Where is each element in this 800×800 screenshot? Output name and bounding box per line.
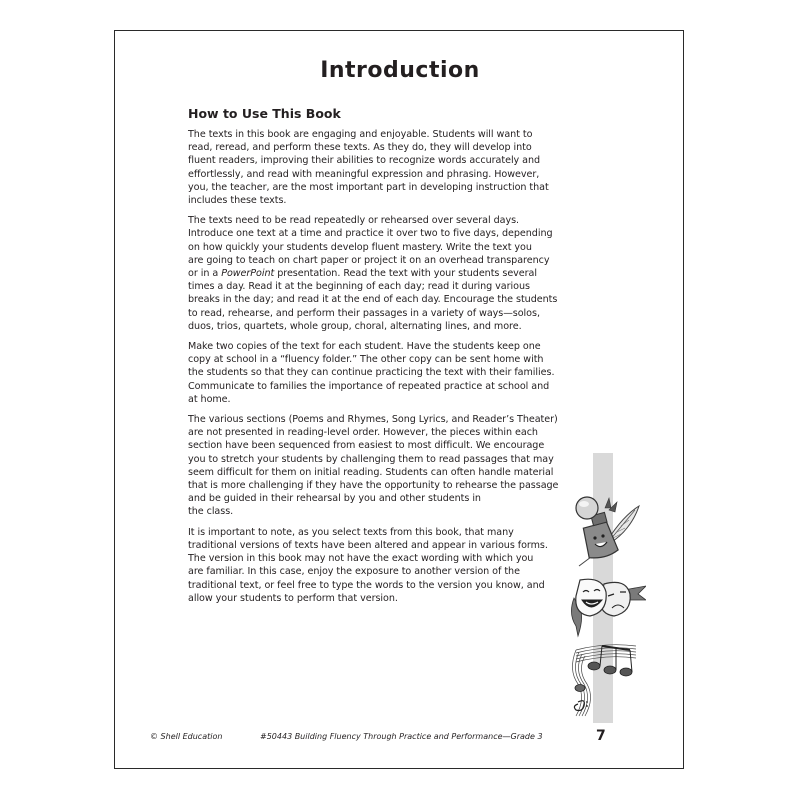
text-segment: presentation. Read the text with your students several (274, 268, 537, 280)
text-line: Make two copies of the text for each student. Have the students keep one (188, 341, 541, 353)
theater-masks-icon (566, 578, 646, 648)
text-line: The various sections (Poems and Rhymes, Song Lyrics, and Reader’s Theater) (188, 414, 558, 426)
paragraph-5 (188, 526, 588, 605)
italic-term: PowerPoint (221, 268, 275, 280)
text-line: on how quickly your students develop fluent mastery. Write the text you (188, 241, 532, 253)
text-segment: or in a (188, 268, 222, 280)
text-line: the class. (188, 506, 234, 518)
inkwell-quill-icon (565, 488, 645, 568)
text-line: you to stretch your students by challenging them to read passages that may (188, 453, 554, 465)
text-line: The texts need to be read repeatedly or rehearsed over several days. (188, 215, 520, 227)
text-line-mixed (188, 267, 588, 280)
text-line: The texts in this book are engaging and enjoyable. Students will want to (188, 129, 533, 140)
text-line: to read, rehearse, and perform their passages in a variety of ways—solos, (188, 307, 540, 319)
text-line: section have been sequenced from easiest to most difficult. We encourage (188, 440, 545, 452)
text-line: copy at school in a “fluency folder.” The other copy can be sent home with (188, 354, 544, 366)
text-line: The version in this book may not have the exact wording with which you (188, 553, 534, 565)
body-text (188, 128, 588, 612)
page-title: Introduction (320, 58, 480, 83)
text-line: times a day. Read it at the beginning of each day; read it during various (188, 281, 530, 293)
text-line: are not presented in reading-level order. However, the pieces within each (188, 427, 538, 439)
text-line: traditional versions of texts have been altered and appear in various forms. (188, 539, 548, 551)
text-line: at home. (188, 393, 231, 405)
text-line: fluent readers, improving their abilities to recognize words accurately and (188, 155, 541, 167)
text-line: Communicate to families the importance of repeated practice at school and (188, 380, 550, 392)
text-line: Introduce one text at a time and practice it over two to five days, depending (188, 228, 553, 240)
text-line: includes these texts. (188, 195, 287, 207)
section-heading: How to Use This Book (188, 106, 341, 121)
text-line: It is important to note, as you select texts from this book, that many (188, 526, 514, 538)
text-line: allow your students to perform that version. (188, 592, 398, 604)
text-line: you, the teacher, are the most important part in developing instruction that (188, 181, 549, 193)
paragraph-3 (188, 340, 588, 406)
text-line: that is more challenging if they have the opportunity to rehearse the passage (188, 480, 559, 492)
text-line: are going to teach on chart paper or project it on an overhead transparency (188, 254, 550, 266)
page-number: 7 (596, 728, 606, 744)
music-notes-icon (566, 640, 646, 720)
text-line: seem difficult for them on initial reading. Students can often handle material (188, 466, 554, 478)
paragraph-1 (188, 128, 588, 207)
text-line: breaks in the day; and read it at the end of each day. Encourage the students (188, 294, 558, 306)
text-line: and be guided in their rehearsal by you and other students in (188, 493, 481, 505)
text-line: are familiar. In this case, enjoy the exposure to another version of the (188, 566, 520, 578)
text-line: duos, trios, quartets, whole group, choral, alternating lines, and more. (188, 320, 522, 332)
footer-copyright: © Shell Education (150, 732, 223, 741)
paragraph-2 (188, 214, 588, 333)
text-line: traditional text, or feel free to type the words to the version you know, and (188, 579, 545, 591)
text-line: the students so that they can continue practicing the text with their families. (188, 367, 555, 379)
paragraph-4 (188, 413, 588, 519)
footer-book-info: #50443 Building Fluency Through Practice and Performance—Grade 3 (260, 732, 543, 741)
text-line: read, reread, and perform these texts. As they do, they will develop into (188, 142, 532, 154)
text-line: effortlessly, and read with meaningful expression and phrasing. However, (188, 168, 540, 180)
